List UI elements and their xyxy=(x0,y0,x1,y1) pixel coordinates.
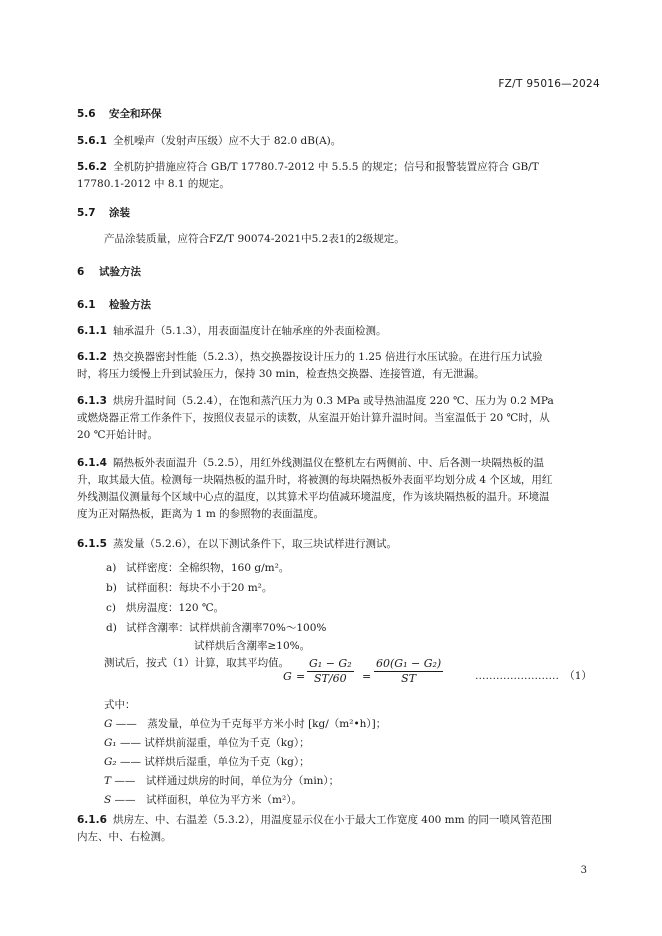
variable-definition-t xyxy=(104,773,339,790)
clause-number: 6.1.4 xyxy=(77,457,107,469)
list-item-d-continuation: 试样烘后含潮率≥10%。 xyxy=(194,640,311,652)
fraction-denominator: ST xyxy=(401,672,417,685)
section-title: 检验方法 xyxy=(109,299,151,311)
list-item-label: a) xyxy=(106,562,117,574)
list-item-text: 试样面积：每块不小于20 m²。 xyxy=(126,582,273,594)
list-item-text: 试样密度：全棉织物，160 g/m²。 xyxy=(126,562,290,574)
standard-number-header: FZ/T 95016—2024 xyxy=(498,78,600,90)
clause-text-line: 升，取其最大值。检测每一块隔热板的温升时，将被测的每块隔热板外表面平均划分成 4 个区域，用红 xyxy=(77,474,553,486)
variable-definition-g1 xyxy=(104,735,310,752)
clause-number: 6.1.6 xyxy=(77,814,107,826)
clause-text: 轴承温升（5.1.3），用表面温度计在轴承座的外表面检测。 xyxy=(113,325,387,337)
clause-number: 6.1.1 xyxy=(77,325,107,337)
clause-6-1-6 xyxy=(77,812,589,846)
clause-5-6-1 xyxy=(77,133,589,150)
clause-text-line: 烘房升温时间（5.2.4），在饱和蒸汽压力为 0.3 MPa 或导热油温度 220 ℃、压力为 0.2 MPa xyxy=(113,395,554,407)
variable-description: —— 蒸发量，单位为千克每平方米小时 [kg/（m²•h）]； xyxy=(115,718,387,730)
section-title: 涂装 xyxy=(109,207,130,219)
clause-text-line: 内左、中、右检测。 xyxy=(77,831,172,843)
chapter-title: 试验方法 xyxy=(99,266,141,278)
fraction-numerator: G₁ − G₂ xyxy=(309,657,352,670)
clause-number: 6.1.5 xyxy=(77,538,107,550)
clause-number: 6.1.3 xyxy=(77,395,107,407)
section-title: 安全和环保 xyxy=(109,108,162,120)
formula-equals: = xyxy=(296,670,306,683)
fraction-denominator: ST/60 xyxy=(314,672,347,685)
variable-description: —— 试样烘后湿重，单位为千克（kg）； xyxy=(119,756,310,768)
list-item-label: d) xyxy=(106,622,117,634)
clause-number: 5.6.1 xyxy=(77,135,107,147)
clause-6-1-3 xyxy=(77,393,589,444)
variable-symbol: T xyxy=(104,775,112,787)
clause-text-line: 外线测温仪测量每个区域中心点的温度，以其算术平均值减环境温度，作为该块隔热板的温升。环境温 xyxy=(77,491,550,503)
formula-equals: = xyxy=(362,670,372,683)
variable-description: —— 试样面积，单位为平方米（m²）。 xyxy=(114,794,302,806)
page-number: 3 xyxy=(580,865,587,876)
list-item-text: 烘房温度：120 ℃。 xyxy=(126,602,225,614)
section-number: 5.6 xyxy=(77,108,96,120)
clause-text-line: 烘房左、中、右温差（5.3.2），用温度显示仪在小于最大工作宽度 400 mm 的同一喷风管范围 xyxy=(113,814,552,826)
variable-definition-g2 xyxy=(104,754,310,771)
variable-symbol: S xyxy=(104,794,112,806)
section-heading-5-7 xyxy=(77,205,130,222)
clause-text: 全机噪声（发射声压级）应不大于 82.0 dB(A)。 xyxy=(113,135,342,147)
where-label: 式中： xyxy=(104,699,136,711)
formula-lhs: G xyxy=(283,670,292,683)
clause-number: 5.6.2 xyxy=(77,161,107,173)
clause-6-1-2 xyxy=(77,349,589,383)
clause-text: 蒸发量（5.2.6），在以下测试条件下，取三块试样进行测试。 xyxy=(113,538,397,550)
paragraph-coating: 产品涂装质量，应符合FZ/T 90074-2021中5.2表1的2级规定。 xyxy=(104,233,405,245)
variable-definition-s xyxy=(104,792,302,809)
clause-text-line: 时，将压力缓慢上升到试验压力，保持 30 min，检查热交换器、连接管道，有无泄漏。 xyxy=(77,368,485,380)
clause-text-line: 20 ℃开始计时。 xyxy=(77,429,158,441)
list-item-b xyxy=(106,580,272,597)
chapter-number: 6 xyxy=(77,266,85,278)
variable-symbol: G₁ xyxy=(104,737,117,749)
clause-6-1-5 xyxy=(77,536,589,553)
section-heading-5-6 xyxy=(77,106,162,123)
variable-description: —— 试样烘前湿重，单位为千克（kg）； xyxy=(119,737,310,749)
clause-text-line: 度为正对隔热板，距离为 1 m 的参照物的表面温度。 xyxy=(77,508,325,520)
list-item-text: 试样含潮率：试样烘前含潮率70%～100% xyxy=(126,622,327,634)
clause-text-line: 17780.1-2012 中 8.1 的规定。 xyxy=(77,178,230,190)
clause-number: 6.1.2 xyxy=(77,351,107,363)
variable-description: —— 试样通过烘房的时间，单位为分（min）； xyxy=(114,775,340,787)
list-item-a xyxy=(106,560,289,577)
list-item-c xyxy=(106,600,224,617)
chapter-heading-6 xyxy=(77,264,141,281)
variable-definition-g xyxy=(104,716,386,733)
equation-number: …………………… （1） xyxy=(475,670,592,682)
section-number: 5.7 xyxy=(77,207,96,219)
list-item-label: c) xyxy=(106,602,116,614)
clause-6-1-1 xyxy=(77,323,589,340)
clause-5-6-2 xyxy=(77,159,589,193)
variable-symbol: G₂ xyxy=(104,756,117,768)
clause-text-line: 全机防护措施应符合 GB/T 17780.7-2012 中 5.5.5 的规定；信号和报警装置应符合 GB/T xyxy=(113,161,539,173)
variable-symbol: G xyxy=(104,718,113,730)
formula-fraction-1 xyxy=(307,657,354,686)
section-heading-6-1 xyxy=(77,297,151,314)
clause-6-1-4 xyxy=(77,455,589,523)
calculation-instruction: 测试后，按式（1）计算，取其平均值。 xyxy=(104,657,290,669)
fraction-numerator: 60(G₁ − G₂) xyxy=(376,657,442,670)
formula-fraction-2 xyxy=(374,657,443,686)
clause-text-line: 热交换器密封性能（5.2.3），热交换器按设计压力的 1.25 倍进行水压试验。在进行压力试验 xyxy=(113,351,543,363)
clause-text-line: 或燃烧器正常工作条件下，按照仪表显示的读数，从室温开始计算升温时间。当室温低于 20 ℃时，从 xyxy=(77,412,550,424)
list-item-d xyxy=(106,620,326,637)
list-item-label: b) xyxy=(106,582,117,594)
clause-text-line: 隔热板外表面温升（5.2.5），用红外线测温仪在整机左右两侧前、中、后各测一块隔热板的温 xyxy=(113,457,544,469)
section-number: 6.1 xyxy=(77,299,96,311)
evaporation-formula xyxy=(283,657,483,697)
